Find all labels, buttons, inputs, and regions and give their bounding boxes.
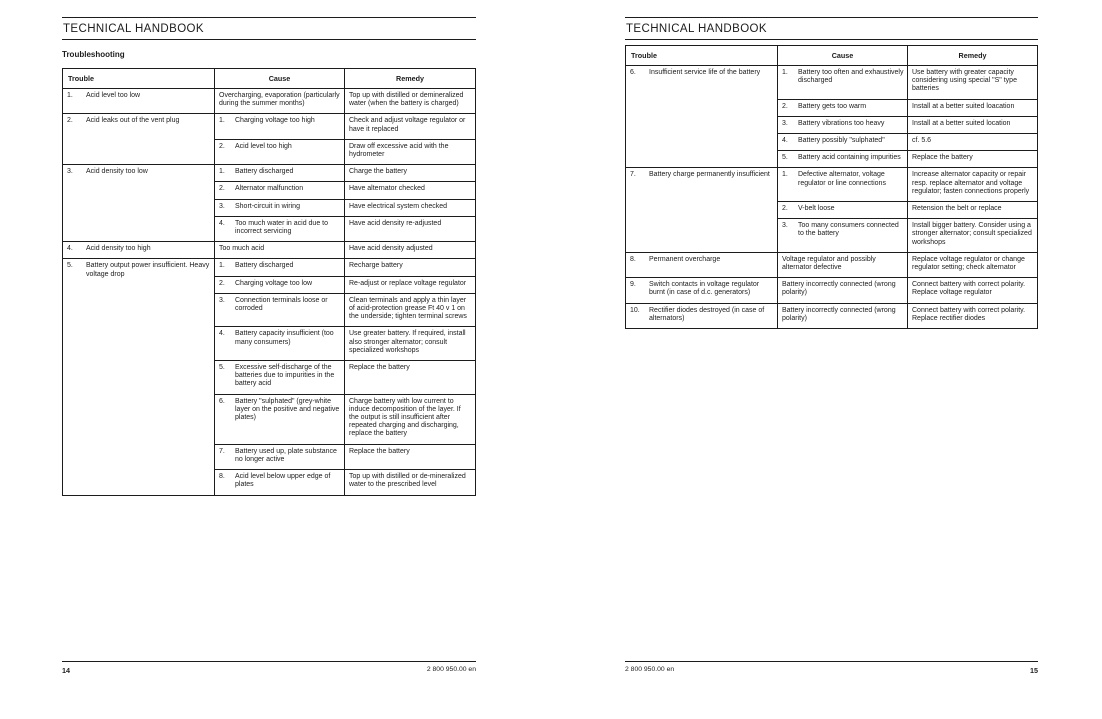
entry-number: 8.: [219, 473, 225, 481]
entry-text: Connect battery with correct polarity. Replace voltage regulator: [912, 281, 1026, 297]
entry-text: Acid leaks out of the vent plug: [86, 117, 180, 125]
entry-text: Install at a better suited location: [912, 119, 1011, 127]
entry-text: Use battery with greater capacity considering using special "S" type batteries: [912, 69, 1017, 93]
remedy-cell: [345, 139, 476, 164]
cause-cell: [215, 327, 345, 361]
entry-text: Defective alternator, voltage regulator or line connections: [798, 171, 886, 187]
trouble-cell: [63, 89, 215, 114]
entry-number: 4.: [219, 330, 225, 338]
remedy-cell: [908, 278, 1038, 303]
cause-cell: [778, 202, 908, 219]
entry-text: Short-circuit in wiring: [235, 202, 300, 210]
entry-text: Battery discharged: [235, 168, 294, 176]
entry-text: Battery gets too warm: [798, 102, 867, 110]
remedy-cell: [908, 116, 1038, 133]
cause-cell: [778, 219, 908, 253]
entry-text: Top up with distilled or demineralized water (when the battery is charged): [349, 92, 464, 108]
entry-number: 3.: [782, 222, 788, 230]
entry-text: Battery incorrectly connected (wrong polarity): [782, 306, 896, 322]
entry-text: Install at a better suited loacation: [912, 102, 1015, 110]
entry-text: Overcharging, evaporation (particularly during the summer months): [219, 92, 340, 108]
page-15: [625, 0, 1038, 719]
entry-text: Acid level too low: [86, 92, 141, 99]
entry-text: Acid level below upper edge of plates: [235, 473, 331, 489]
document-code: 2 800 950.00 en: [426, 666, 476, 673]
entry-text: Use greater battery. If required, install also stronger alternator; consult specialized workshops: [349, 330, 466, 354]
page-title: TECHNICAL HANDBOOK: [63, 23, 204, 35]
entry-text: cf. 5.6: [912, 137, 932, 145]
remedy-cell: [908, 151, 1038, 168]
trouble-cell: [626, 303, 778, 328]
entry-text: Check and adjust voltage regulator or have it replaced: [349, 117, 466, 133]
cause-cell: [778, 66, 908, 100]
cause-cell: [215, 276, 345, 293]
remedy-cell: [908, 219, 1038, 253]
table-row: [63, 259, 476, 276]
remedy-cell: [345, 182, 476, 199]
entry-text: Excessive self-discharge of the batteries due to impurities in the battery acid: [235, 364, 335, 388]
trouble-cell: [626, 168, 778, 252]
cause-cell: [778, 134, 908, 151]
entry-text: Battery vibrations too heavy: [798, 119, 885, 127]
table-row: [63, 89, 476, 114]
entry-number: 6.: [219, 397, 225, 405]
cause-cell: [215, 114, 345, 139]
entry-text: Rectifier diodes destroyed (in case of alternators): [649, 306, 765, 322]
table-row: [63, 114, 476, 139]
cause-cell: [778, 116, 908, 133]
table-row: [626, 303, 1038, 328]
remedy-cell: [345, 216, 476, 241]
remedy-cell: [908, 66, 1038, 100]
header-rule-bottom: [625, 39, 1038, 40]
entry-text: Have acid density re-adjusted: [349, 219, 442, 227]
entry-number: 7.: [630, 171, 636, 179]
entry-number: 2.: [219, 185, 225, 193]
trouble-cell: [626, 278, 778, 303]
cause-cell: [778, 168, 908, 202]
cause-cell: [215, 394, 345, 444]
page-14: [62, 0, 476, 719]
entry-text: Too much acid: [219, 245, 265, 253]
remedy-cell: [345, 394, 476, 444]
entry-text: Battery incorrectly connected (wrong polarity): [782, 281, 896, 297]
cause-cell: [215, 216, 345, 241]
entry-text: Permanent overcharge: [649, 255, 721, 263]
table-row: [626, 66, 1038, 100]
table-row: [626, 168, 1038, 202]
entry-text: Have alternator checked: [349, 185, 425, 193]
entry-text: Replace the battery: [912, 154, 973, 162]
entry-number: 5.: [782, 154, 788, 162]
entry-number: 4.: [67, 245, 73, 253]
entry-number: 2.: [782, 102, 788, 110]
entry-number: 1.: [782, 69, 788, 76]
entry-number: 5.: [219, 364, 225, 372]
entry-number: 1.: [219, 168, 225, 176]
page-footer: [625, 661, 1038, 675]
entry-text: Have acid density adjusted: [349, 245, 433, 253]
entry-number: 3.: [67, 168, 73, 176]
table-row: [626, 252, 1038, 277]
entry-text: Replace voltage regulator or change regulator setting; check alternator: [912, 255, 1025, 272]
entry-number: 6.: [630, 69, 636, 76]
column-header-cause: Cause: [778, 46, 908, 66]
entry-number: 2.: [67, 117, 73, 125]
entry-text: Acid level too high: [235, 142, 292, 150]
cause-cell: [215, 293, 345, 327]
entry-text: Battery possibly "sulphated": [798, 137, 885, 145]
entry-text: Charging voltage too low: [235, 279, 313, 287]
entry-number: 3.: [219, 202, 225, 210]
entry-text: Voltage regulator and possibly alternator defective: [782, 255, 876, 272]
entry-text: Clean terminals and apply a thin layer of acid-protection grease Ft 40 v 1 on the underside; tighten terminal screws: [349, 296, 467, 321]
remedy-cell: [345, 327, 476, 361]
remedy-cell: [345, 276, 476, 293]
section-title: Troubleshooting: [62, 50, 125, 59]
remedy-cell: [908, 99, 1038, 116]
remedy-cell: [345, 242, 476, 259]
entry-number: 3.: [219, 296, 225, 304]
remedy-cell: [345, 114, 476, 139]
entry-text: Insufficient service life of the battery: [649, 69, 761, 76]
remedy-cell: [345, 293, 476, 327]
remedy-cell: [908, 303, 1038, 328]
column-header-remedy: Remedy: [345, 69, 476, 89]
entry-number: 2.: [782, 205, 788, 213]
page-number: 14: [62, 666, 70, 675]
entry-text: Charging voltage too high: [235, 117, 315, 125]
remedy-cell: [908, 202, 1038, 219]
entry-text: Too many consumers connected to the battery: [798, 222, 899, 238]
remedy-cell: [908, 252, 1038, 277]
entry-text: Charge battery with low current to induce decomposition of the layer. If the output is still insufficient after repeated charging and discharging, replace the battery: [349, 397, 461, 438]
entry-number: 4.: [219, 219, 225, 227]
cause-cell: [215, 242, 345, 259]
entry-text: Have electrical system checked: [349, 202, 448, 210]
cause-cell: [778, 99, 908, 116]
cause-cell: [215, 259, 345, 276]
header-rule-bottom: [62, 39, 476, 40]
entry-text: Draw off excessive acid with the hydrometer: [349, 142, 449, 159]
entry-text: Battery used up, plate substance no longer active: [235, 447, 337, 463]
entry-text: Recharge battery: [349, 262, 403, 270]
entry-text: Install bigger battery. Consider using a stronger alternator; consult specialized workshops: [912, 222, 1032, 246]
page-footer: [62, 661, 476, 675]
entry-text: Too much water in acid due to incorrect servicing: [235, 219, 328, 236]
cause-cell: [215, 165, 345, 182]
entry-number: 2.: [219, 279, 225, 287]
cause-cell: [215, 444, 345, 469]
cause-cell: [215, 199, 345, 216]
entry-number: 9.: [630, 281, 636, 289]
entry-text: Battery "sulphated" (grey-white layer on the positive and negative plates): [235, 397, 340, 422]
table-row: [63, 242, 476, 259]
cause-cell: [215, 139, 345, 164]
entry-text: Acid density too low: [86, 168, 148, 176]
remedy-cell: [908, 168, 1038, 202]
entry-text: Battery capacity insufficient (too many consumers): [235, 330, 334, 346]
column-header-remedy: Remedy: [908, 46, 1038, 66]
column-header-trouble: Trouble: [626, 46, 778, 66]
trouble-cell: [626, 252, 778, 277]
entry-number: 2.: [219, 142, 225, 150]
cause-cell: [215, 470, 345, 495]
entry-number: 3.: [782, 119, 788, 127]
entry-text: Acid density too high: [86, 245, 151, 253]
entry-number: 10.: [630, 306, 640, 314]
remedy-cell: [345, 444, 476, 469]
trouble-cell: [63, 165, 215, 242]
entry-number: 1.: [219, 262, 225, 270]
entry-text: Re-adjust or replace voltage regulator: [349, 279, 467, 287]
troubleshooting-table-right: [625, 45, 1038, 329]
entry-text: Switch contacts in voltage regulator burnt (in case of d.c. generators): [649, 281, 760, 297]
trouble-cell: [63, 259, 215, 495]
remedy-cell: [345, 199, 476, 216]
remedy-cell: [345, 361, 476, 395]
cause-cell: [215, 182, 345, 199]
entry-number: 1.: [219, 117, 225, 125]
entry-text: Top up with distilled or de-mineralized water to the prescribed level: [349, 473, 466, 489]
entry-text: Battery too often and exhaustively discharged: [798, 69, 904, 85]
troubleshooting-table-left: [62, 68, 476, 496]
entry-text: Increase alternator capacity or repair resp. replace alternator and voltage regulator; fasten connections properly: [912, 171, 1030, 195]
cause-cell: [215, 361, 345, 395]
cause-cell: [778, 278, 908, 303]
entry-text: Battery discharged: [235, 262, 294, 270]
remedy-cell: [345, 470, 476, 495]
entry-text: Replace the battery: [349, 447, 410, 455]
entry-text: V-belt loose: [798, 205, 835, 213]
document-code: 2 800 950.00 en: [625, 666, 675, 673]
entry-text: Charge the battery: [349, 168, 407, 176]
cause-cell: [215, 89, 345, 114]
table-row: [63, 165, 476, 182]
entry-text: Battery charge permanently insufficient: [649, 171, 770, 179]
entry-text: Connect battery with correct polarity. Replace rectifier diodes: [912, 306, 1026, 322]
entry-number: 4.: [782, 137, 788, 145]
entry-text: Retension the belt or replace: [912, 205, 1002, 213]
entry-text: Battery acid containing impurities: [798, 154, 901, 162]
entry-number: 7.: [219, 447, 225, 455]
entry-text: Replace the battery: [349, 364, 410, 372]
trouble-cell: [63, 242, 215, 259]
entry-number: 1.: [67, 92, 73, 99]
table-row: [626, 278, 1038, 303]
page-title: TECHNICAL HANDBOOK: [626, 23, 767, 35]
entry-number: 5.: [67, 262, 73, 270]
trouble-cell: [626, 66, 778, 168]
remedy-cell: [908, 134, 1038, 151]
cause-cell: [778, 303, 908, 328]
entry-number: 8.: [630, 255, 636, 263]
cause-cell: [778, 252, 908, 277]
remedy-cell: [345, 89, 476, 114]
entry-text: Connection terminals loose or corroded: [235, 296, 328, 313]
entry-number: 1.: [782, 171, 788, 179]
remedy-cell: [345, 165, 476, 182]
remedy-cell: [345, 259, 476, 276]
entry-text: Battery output power insufficient. Heavy voltage drop: [86, 262, 210, 278]
cause-cell: [778, 151, 908, 168]
entry-text: Alternator malfunction: [235, 185, 304, 193]
column-header-cause: Cause: [215, 69, 345, 89]
column-header-trouble: Trouble: [63, 69, 215, 89]
trouble-cell: [63, 114, 215, 165]
page-number: 15: [1030, 666, 1038, 675]
